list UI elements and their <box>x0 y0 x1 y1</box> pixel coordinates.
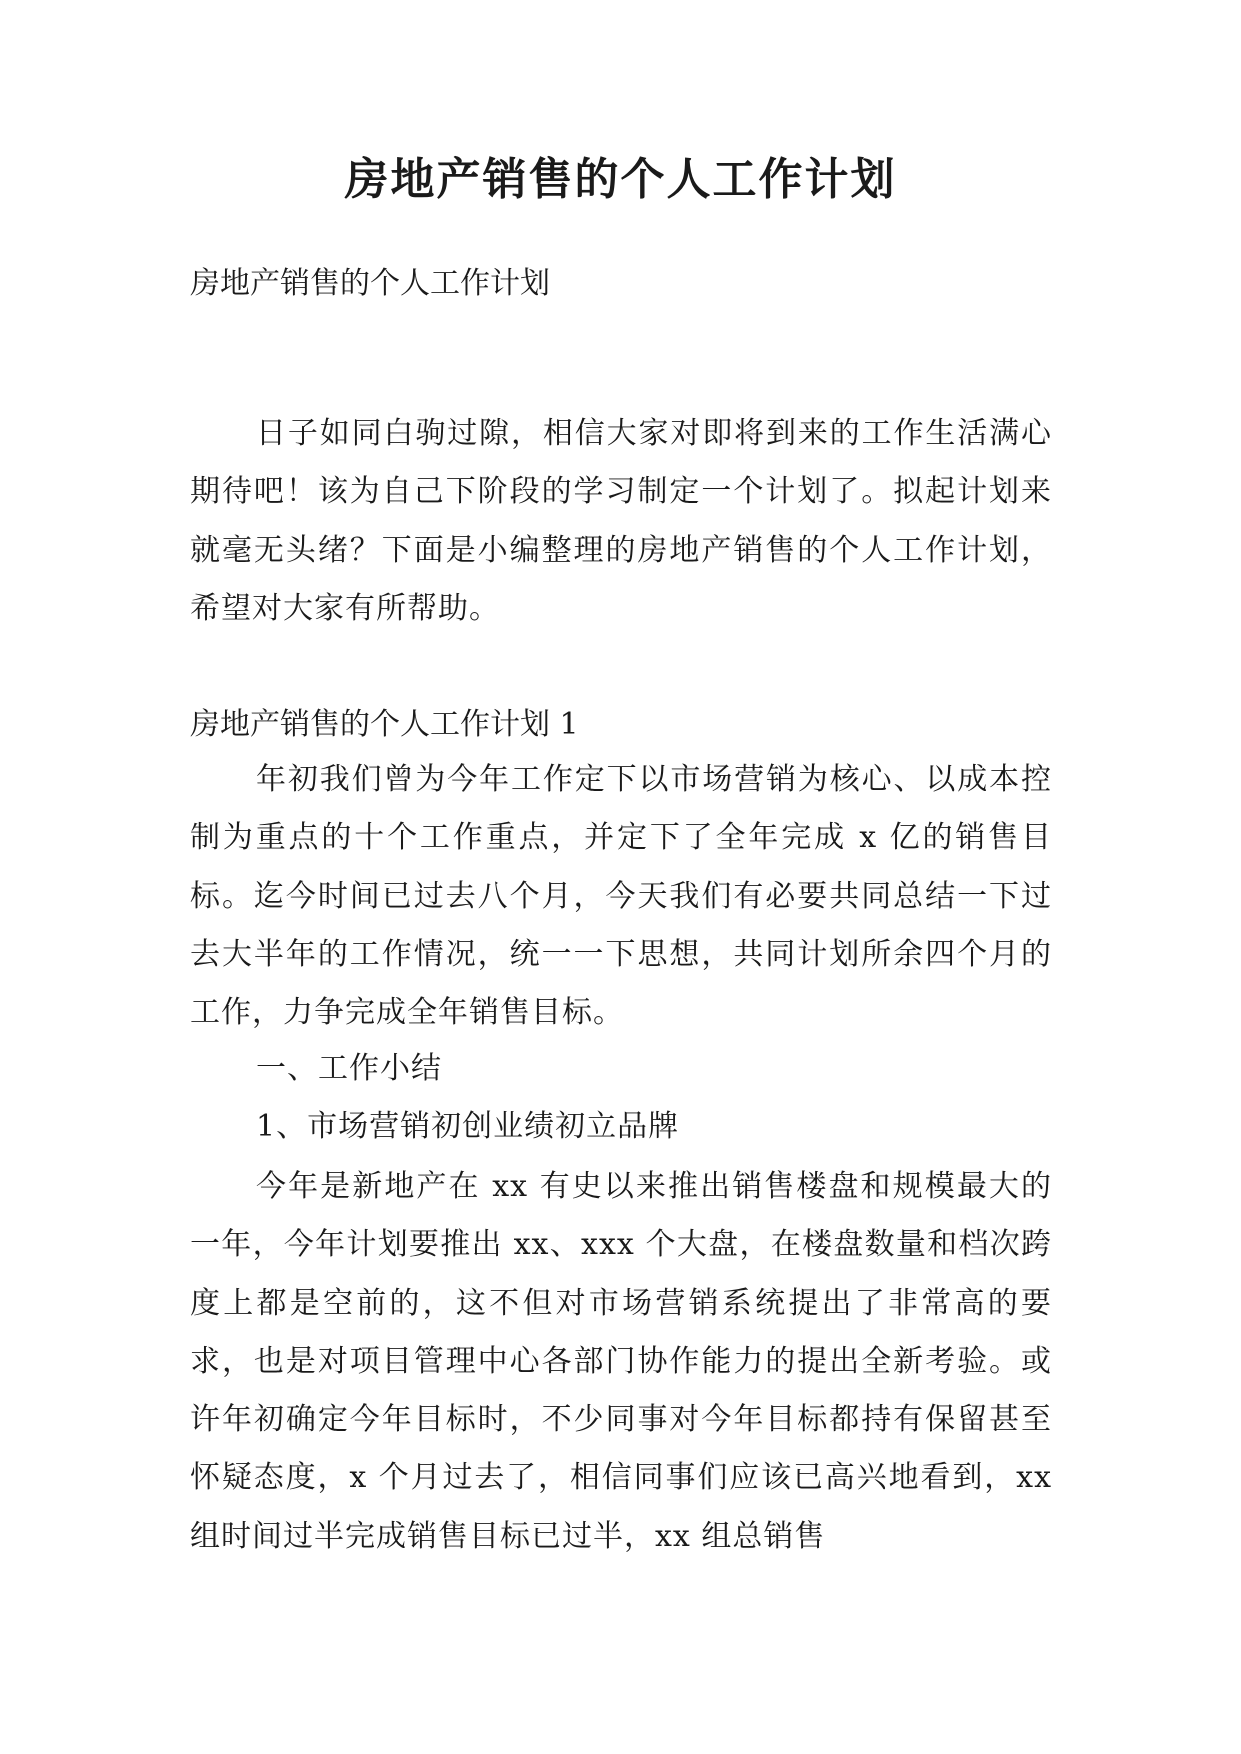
document-subtitle: 房地产销售的个人工作计划 <box>190 266 550 301</box>
intro-paragraph: 日子如同白驹过隙，相信大家对即将到来的工作生活满心期待吧！该为自己下阶段的学习制定一个计划了。拟起计划来就毫无头绪？下面是小编整理的房地产销售的个人工作计划，希望对大家有所帮助。 <box>190 416 1052 626</box>
item-1-heading: 1、市场营销初创业绩初立品牌 <box>256 1109 680 1144</box>
section-paragraph-1: 年初我们曾为今年工作定下以市场营销为核心、以成本控制为重点的十个工作重点，并定下了全年完成 x 亿的销售目标。迄今时间已过去八个月，今天我们有必要共同总结一下过去大半年的工作情况，统一一下思想，共同计划所余四个月的工作，力争完成全年销售目标。 <box>190 762 1052 1031</box>
document-title: 房地产销售的个人工作计划 <box>344 154 897 205</box>
section-heading: 房地产销售的个人工作计划 1 <box>190 707 579 742</box>
section-paragraph-2: 今年是新地产在 xx 有史以来推出销售楼盘和规模最大的一年，今年计划要推出 xx、xxx 个大盘，在楼盘数量和档次跨度上都是空前的，这不但对市场营销系统提出了非常高的要求，也是对项目管理中心各部门协作能力的提出全新考验。或许年初确定今年目标时，不少同事对今年目标都持有保留甚至怀疑态度，x 个月过去了，相信同事们应该已高兴地看到，xx 组时间过半完成销售目标已过半，xx 组总销售 <box>190 1169 1052 1554</box>
summary-heading: 一、工作小结 <box>256 1051 442 1086</box>
